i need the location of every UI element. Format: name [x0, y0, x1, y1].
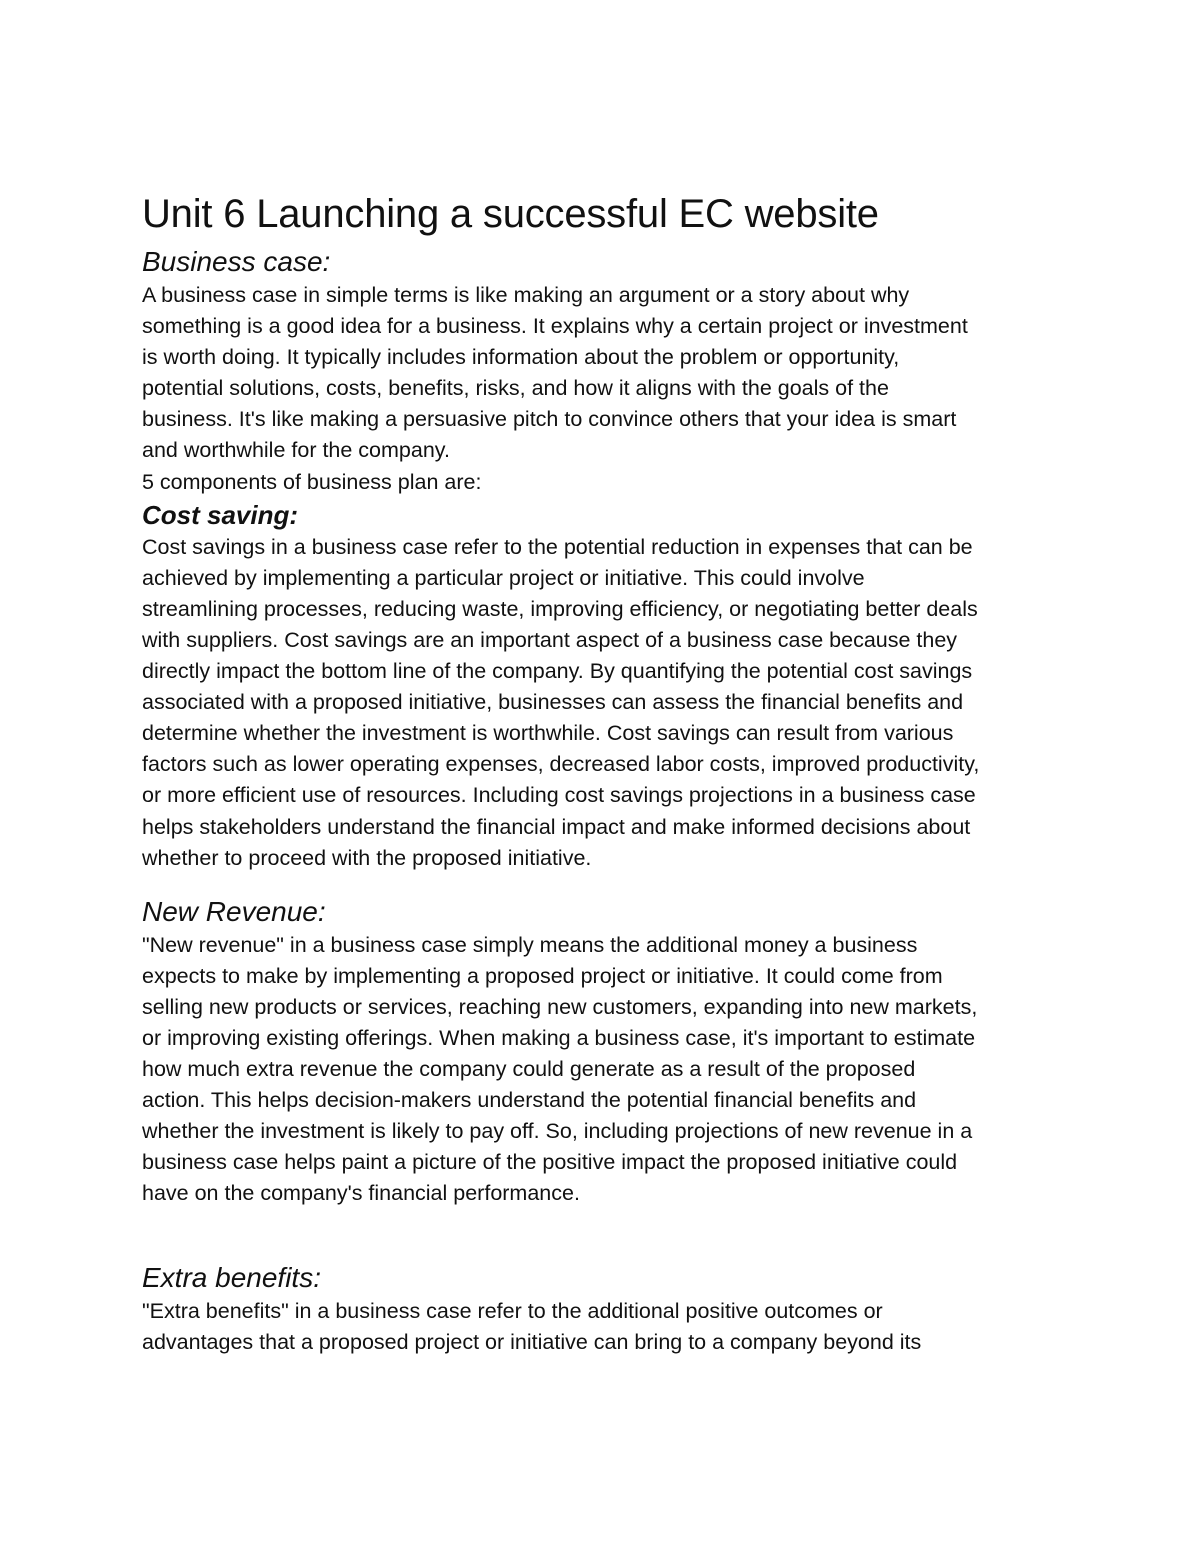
text-line: factors such as lower operating expenses, decreased labor costs, improved productivity, — [142, 752, 980, 777]
document-content — [142, 188, 1072, 1358]
text-line: or more efficient use of resources. Including cost savings projections in a business case — [142, 783, 976, 808]
heading-business-case: Business case: — [142, 246, 331, 277]
text-line: "Extra benefits" in a business case refer to the additional positive outcomes or — [142, 1298, 883, 1323]
text-line: business case helps paint a picture of the positive impact the proposed initiative could — [142, 1150, 958, 1175]
blank-line — [142, 874, 1072, 894]
text-line: potential solutions, costs, benefits, risks, and how it aligns with the goals of the — [142, 376, 889, 401]
text-line: and worthwhile for the company. — [142, 438, 450, 463]
text-line: how much extra revenue the company could generate as a result of the proposed — [142, 1057, 916, 1082]
text-line: with suppliers. Cost savings are an important aspect of a business case because they — [142, 627, 958, 652]
text-line: associated with a proposed initiative, businesses can assess the financial benefits and — [142, 690, 964, 715]
text-line: advantages that a proposed project or initiative can bring to a company beyond its — [142, 1329, 922, 1354]
text-line: something is a good idea for a business. It explains why a certain project or investment — [142, 314, 968, 339]
business-case-paragraph — [142, 280, 1072, 498]
heading-extra-benefits: Extra benefits: — [142, 1261, 321, 1293]
new-revenue-paragraph — [142, 930, 1072, 1210]
text-line: A business case in simple terms is like making an argument or a story about why — [142, 283, 910, 307]
text-line: 5 components of business plan are: — [142, 469, 482, 494]
text-line: is worth doing. It typically includes information about the problem or opportunity, — [142, 345, 900, 370]
text-line: whether to proceed with the proposed initiative. — [142, 845, 592, 870]
text-line: action. This helps decision-makers understand the potential financial benefits and — [142, 1088, 917, 1113]
text-line: "New revenue" in a business case simply means the additional money a business — [142, 932, 918, 957]
text-line: selling new products or services, reaching new customers, expanding into new markets, — [142, 994, 978, 1019]
text-line: directly impact the bottom line of the company. By quantifying the potential cost savings — [142, 659, 973, 684]
text-line: determine whether the investment is worthwhile. Cost savings can result from various — [142, 721, 954, 746]
cost-saving-paragraph — [142, 532, 1072, 874]
blank-line — [142, 1210, 1072, 1260]
heading-cost-saving: Cost saving: — [142, 499, 299, 530]
text-line: helps stakeholders understand the financial impact and make informed decisions about — [142, 814, 971, 839]
text-line: have on the company's financial performance. — [142, 1181, 580, 1206]
text-line: streamlining processes, reducing waste, improving efficiency, or negotiating better deals — [142, 596, 978, 621]
extra-benefits-paragraph — [142, 1296, 1072, 1358]
heading-new-revenue: New Revenue: — [142, 895, 326, 927]
text-line: expects to make by implementing a proposed project or initiative. It could come from — [142, 963, 943, 988]
text-line: achieved by implementing a particular project or initiative. This could involve — [142, 565, 865, 590]
text-line: or improving existing offerings. When making a business case, it's important to estimate — [142, 1025, 976, 1050]
text-line: Cost savings in a business case refer to the potential reduction in expenses that can be — [142, 534, 973, 559]
text-line: whether the investment is likely to pay off. So, including projections of new revenue in a — [142, 1119, 973, 1144]
document-title: Unit 6 Launching a successful EC website — [142, 192, 879, 236]
text-line: business. It's like making a persuasive pitch to convince others that your idea is smart — [142, 407, 957, 432]
